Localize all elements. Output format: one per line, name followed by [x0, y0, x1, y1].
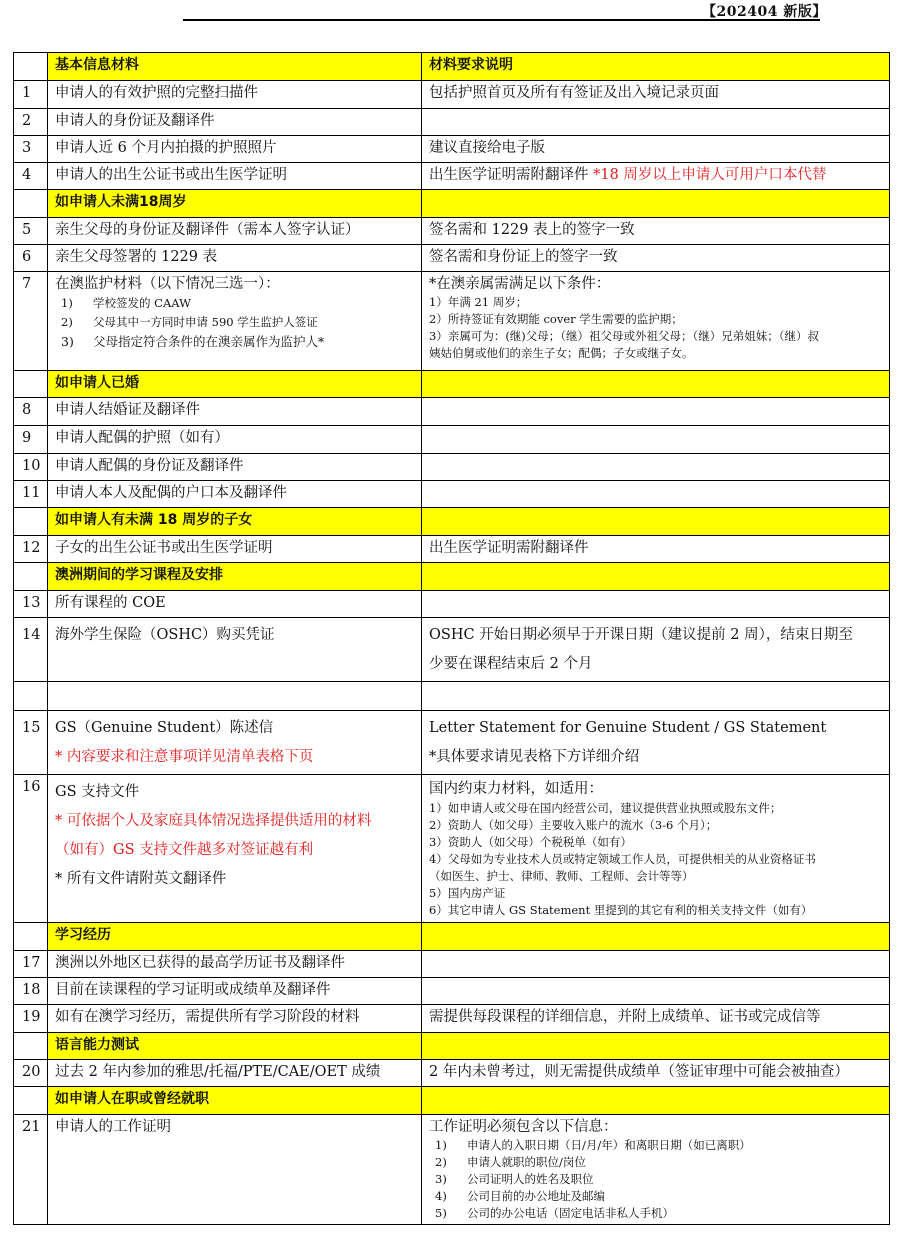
- section-blank: [422, 1033, 890, 1060]
- material-cell: 过去 2 年内参加的雅思/托福/PTE/CAE/OET 成绩: [48, 1060, 422, 1087]
- table-row: [14, 1005, 890, 1033]
- row-number: 17: [14, 951, 48, 978]
- work-proof-item: 4) 公司目前的办公地址及邮编: [435, 1189, 605, 1203]
- work-proof-title: 工作证明必须包含以下信息：: [429, 1119, 618, 1135]
- row-number: 9: [14, 426, 48, 454]
- material-cell: 申请人的有效护照的完整扫描件: [48, 81, 422, 109]
- row-number: 18: [14, 978, 48, 1005]
- relative-conditions-title: *在澳亲属需满足以下条件：: [429, 276, 611, 292]
- row-number: 2: [14, 109, 48, 136]
- requirement-cell: [422, 591, 890, 618]
- material-cell: 亲生父母的身份证及翻译件（需本人签字认证）: [48, 218, 422, 245]
- row-number: 7: [14, 272, 48, 371]
- gs-support-title: GS 支持文件: [55, 784, 140, 800]
- material-cell: [48, 711, 422, 775]
- section-title: 语言能力测试: [48, 1033, 422, 1060]
- row-number: 20: [14, 1060, 48, 1087]
- material-cell: [48, 775, 422, 923]
- material-cell: 海外学生保险（OSHC）购买凭证: [48, 618, 422, 682]
- work-proof-item: 5) 公司的办公电话（固定电话非私人手机）: [435, 1206, 674, 1220]
- requirement-line: 少要在课程结束后 2 个月: [429, 656, 593, 672]
- binding-item: 1）如申请人或父母在国内经营公司，建议提供营业执照或股东文件；: [429, 801, 782, 815]
- table-row: [14, 1060, 890, 1087]
- row-number: 16: [14, 775, 48, 923]
- section-header-row: [14, 1087, 890, 1115]
- table-row: [14, 109, 890, 136]
- section-title: 如申请人有未满 18 周岁的子女: [48, 508, 422, 536]
- requirement-text: 出生医学证明需附翻译件: [429, 167, 589, 183]
- gs-letter-title: GS（Genuine Student）陈述信: [55, 720, 274, 736]
- requirement-cell: 签名需和身份证上的签字一致: [422, 245, 890, 272]
- row-number: 1: [14, 81, 48, 109]
- section-blank: [422, 923, 890, 951]
- material-cell: 申请人配偶的身份证及翻译件: [48, 454, 422, 481]
- requirement-cell: [422, 978, 890, 1005]
- row-number: 6: [14, 245, 48, 272]
- requirement-cell: [422, 481, 890, 508]
- row-number: 21: [14, 1115, 48, 1225]
- table-row: [14, 136, 890, 163]
- table-row: [14, 163, 890, 190]
- material-cell: 目前在读课程的学习证明或成绩单及翻译件: [48, 978, 422, 1005]
- section-title: 如申请人在职或曾经就职: [48, 1087, 422, 1115]
- section-header-row: [14, 563, 890, 591]
- requirement-cell: 需提供每段课程的详细信息，并附上成绩单、证书或完成信等: [422, 1005, 890, 1033]
- material-cell: 申请人本人及配偶的户口本及翻译件: [48, 481, 422, 508]
- guardian-option: 3) 父母指定符合条件的在澳亲属作为监护人*: [61, 334, 325, 349]
- binding-materials-title: 国内约束力材料，如适用：: [429, 781, 603, 797]
- section-header-row: [14, 1033, 890, 1060]
- version-label: 【202404 新版】: [702, 4, 827, 20]
- table-row: [14, 218, 890, 245]
- material-cell: 所有课程的 COE: [48, 591, 422, 618]
- section-header-row: [14, 190, 890, 218]
- row-number: 4: [14, 163, 48, 190]
- section-blank: [422, 190, 890, 218]
- gs-support-note-red: * 可依据个人及家庭具体情况选择提供适用的材料: [55, 813, 372, 829]
- requirement-cell: 建议直接给电子版: [422, 136, 890, 163]
- section-blank: [422, 1087, 890, 1115]
- binding-item: 6）其它申请人 GS Statement 里提到的其它有利的相关支持文件（如有）: [429, 903, 813, 917]
- guardian-option: 2) 父母其中一方同时申请 590 学生监护人签证: [61, 315, 318, 329]
- requirement-cell: [422, 426, 890, 454]
- table-row: [14, 454, 890, 481]
- table-row: [14, 426, 890, 454]
- requirement-cell: [422, 1115, 890, 1225]
- requirement-cell: 签名需和 1229 表上的签字一致: [422, 218, 890, 245]
- requirement-line: *具体要求请见表格下方详细介绍: [429, 749, 640, 765]
- header-no-cell: [14, 53, 48, 81]
- requirement-line: Letter Statement for Genuine Student / GS Statement: [429, 720, 827, 736]
- work-proof-item: 1) 申请人的入职日期（日/月/年）和离职日期（如已离职）: [435, 1138, 751, 1152]
- empty-row: [14, 682, 890, 711]
- table-row: [14, 481, 890, 508]
- condition-line: 3）亲属可为：(继)父母；（继）祖父母或外祖父母；（继）兄弟姐妹；（继）叔: [429, 329, 820, 343]
- column-header-info: 基本信息材料: [48, 53, 422, 81]
- binding-item: 2）资助人（如父母）主要收入账户的流水（3-6 个月）；: [429, 818, 718, 832]
- requirement-cell: [422, 951, 890, 978]
- section-title: 如申请人已婚: [48, 371, 422, 398]
- table-row: [14, 618, 890, 682]
- requirement-cell: [422, 109, 890, 136]
- table-row: [14, 272, 890, 371]
- section-blank: [422, 563, 890, 591]
- column-header-row: [14, 53, 890, 81]
- table-row: [14, 711, 890, 775]
- work-proof-item: 3) 公司证明人的姓名及职位: [435, 1172, 594, 1186]
- binding-item: 5）国内房产证: [429, 886, 506, 900]
- requirement-cell: [422, 272, 890, 371]
- checklist-table: [13, 52, 890, 1225]
- requirement-cell: [422, 618, 890, 682]
- table-row: [14, 951, 890, 978]
- row-number: 11: [14, 481, 48, 508]
- gs-support-note: * 所有文件请附英文翻译件: [55, 871, 227, 887]
- requirement-cell: 包括护照首页及所有有签证及出入境记录页面: [422, 81, 890, 109]
- requirement-cell: 2 年内未曾考过，则无需提供成绩单（签证审理中可能会被抽查）: [422, 1060, 890, 1087]
- material-cell: 申请人的出生公证书或出生医学证明: [48, 163, 422, 190]
- table-row: [14, 775, 890, 923]
- requirement-cell: [422, 775, 890, 923]
- row-number: 3: [14, 136, 48, 163]
- column-header-requirement: 材料要求说明: [422, 53, 890, 81]
- binding-item: 3）资助人（如父母）个税税单（如有）: [429, 835, 632, 849]
- material-cell: 亲生父母签署的 1229 表: [48, 245, 422, 272]
- material-cell: 澳洲以外地区已获得的最高学历证书及翻译件: [48, 951, 422, 978]
- material-cell: [48, 272, 422, 371]
- table-row: [14, 1115, 890, 1225]
- binding-item: （如医生、护士、律师、教师、工程师、会计等等）: [429, 869, 694, 883]
- material-cell: 申请人近 6 个月内拍摄的护照照片: [48, 136, 422, 163]
- requirement-cell: [422, 711, 890, 775]
- section-header-row: [14, 371, 890, 398]
- material-cell: 申请人的工作证明: [48, 1115, 422, 1225]
- material-cell: 申请人结婚证及翻译件: [48, 398, 422, 426]
- material-cell: 子女的出生公证书或出生医学证明: [48, 536, 422, 563]
- row-number: 10: [14, 454, 48, 481]
- section-header-row: [14, 508, 890, 536]
- table-row: [14, 398, 890, 426]
- row-number: 12: [14, 536, 48, 563]
- row-number: 15: [14, 711, 48, 775]
- table-row: [14, 591, 890, 618]
- section-blank: [422, 371, 890, 398]
- section-title: 如申请人未满18周岁: [48, 190, 422, 218]
- gs-support-note-red: （如有）GS 支持文件越多对签证越有利: [55, 842, 314, 858]
- requirement-line: OSHC 开始日期必须早于开课日期（建议提前 2 周），结束日期至: [429, 627, 853, 643]
- requirement-cell: [422, 163, 890, 190]
- material-cell: 申请人配偶的护照（如有）: [48, 426, 422, 454]
- table-row: [14, 978, 890, 1005]
- condition-line: 1）年满 21 周岁；: [429, 295, 528, 309]
- section-no-cell: [14, 190, 48, 218]
- section-title: 澳洲期间的学习课程及安排: [48, 563, 422, 591]
- row-number: 19: [14, 1005, 48, 1033]
- requirement-cell: [422, 398, 890, 426]
- section-blank: [422, 508, 890, 536]
- binding-item: 4）父母如为专业技术人员或特定领域工作人员，可提供相关的从业资格证书: [429, 852, 816, 866]
- guardian-option: 1) 学校签发的 CAAW: [61, 296, 191, 310]
- requirement-cell: 出生医学证明需附翻译件: [422, 536, 890, 563]
- row-number: 5: [14, 218, 48, 245]
- row-number: 14: [14, 618, 48, 682]
- material-cell: 如有在澳学习经历，需提供所有学习阶段的材料: [48, 1005, 422, 1033]
- section-header-row: [14, 923, 890, 951]
- material-cell: 申请人的身份证及翻译件: [48, 109, 422, 136]
- section-title: 学习经历: [48, 923, 422, 951]
- guardian-title: 在澳监护材料（以下情况三选一）：: [55, 276, 280, 292]
- condition-line: 2）所持签证有效期能 cover 学生需要的监护期；: [429, 312, 683, 326]
- table-row: [14, 536, 890, 563]
- row-number: 13: [14, 591, 48, 618]
- condition-line: 姨姑伯舅或他们的亲生子女；配偶；子女或继子女。: [429, 346, 694, 360]
- row-number: 8: [14, 398, 48, 426]
- gs-letter-note-red: * 内容要求和注意事项详见清单表格下页: [55, 749, 314, 765]
- requirement-cell: [422, 454, 890, 481]
- table-row: [14, 245, 890, 272]
- table-row: [14, 81, 890, 109]
- requirement-note-red: *18 周岁以上申请人可用户口本代替: [593, 167, 827, 183]
- work-proof-item: 2) 申请人就职的职位/岗位: [435, 1155, 586, 1169]
